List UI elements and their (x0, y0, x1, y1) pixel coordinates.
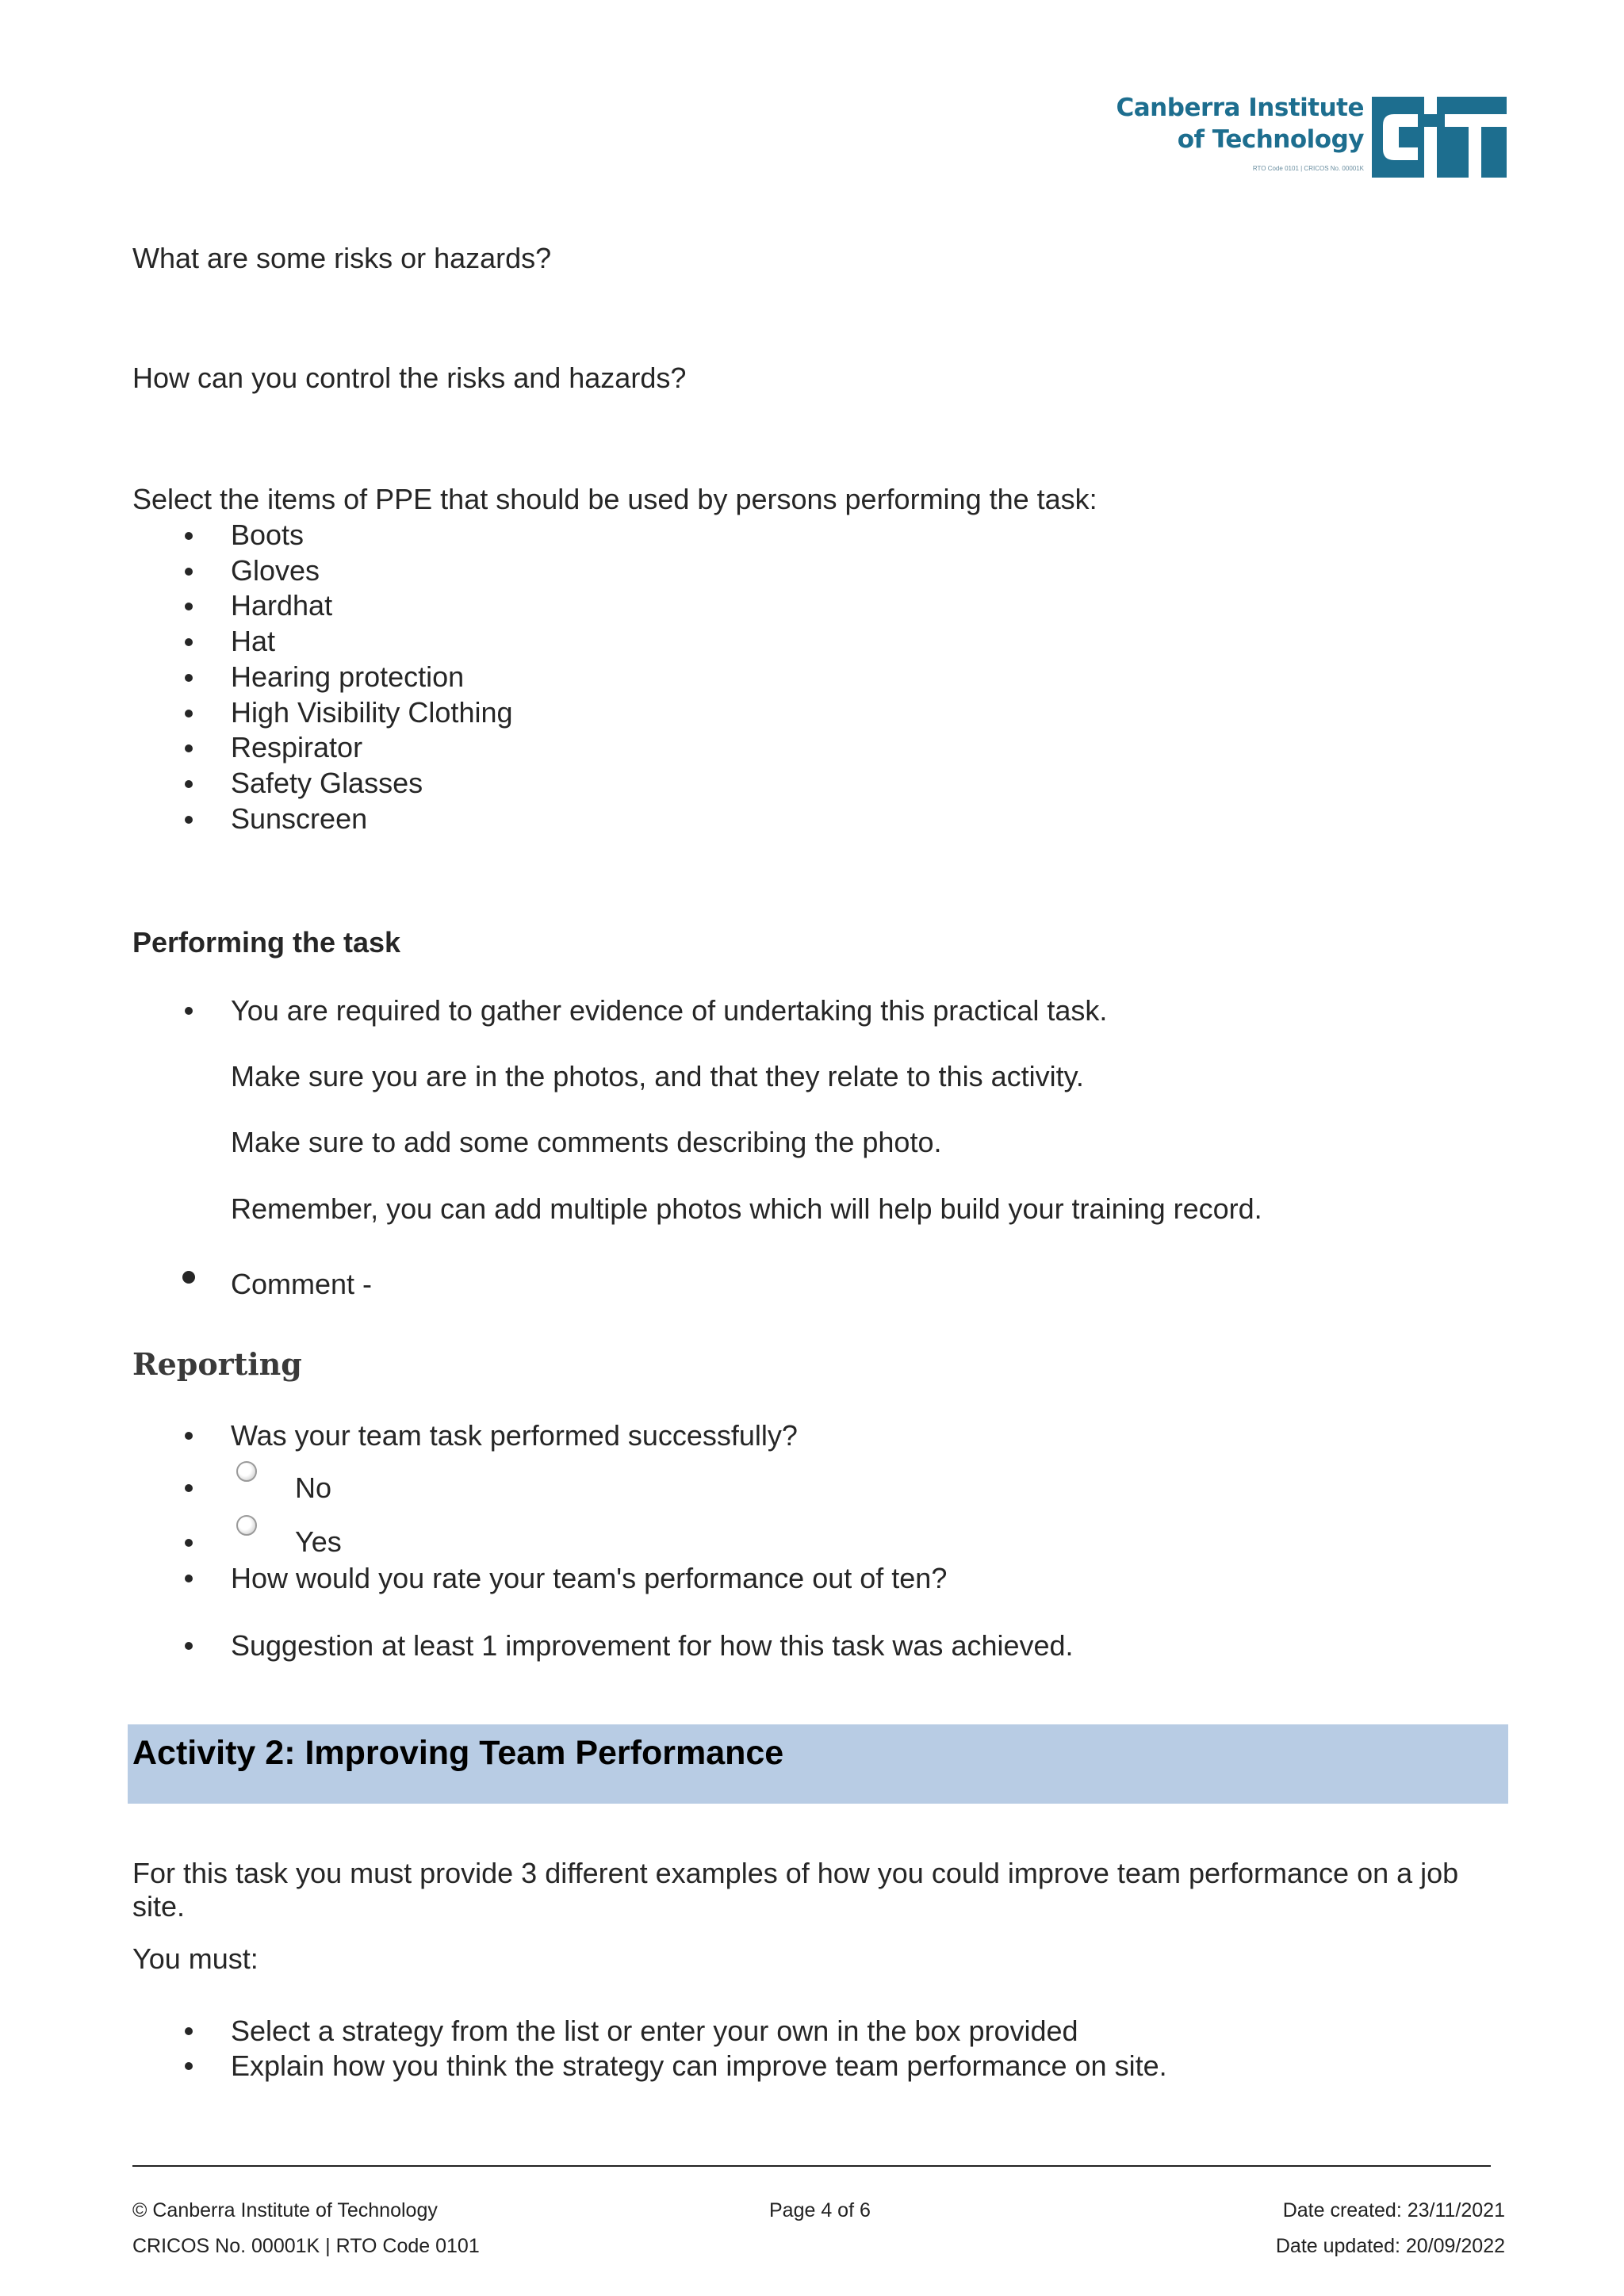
bullet-icon (185, 780, 193, 788)
list-item (132, 588, 513, 624)
bullet-icon (185, 2027, 193, 2035)
cit-logo (1118, 94, 1507, 182)
footer-cricos: CRICOS No. 00001K | RTO Code 0101 (132, 2235, 480, 2257)
performing-bullet: You are required to gather evidence of undertaking this practical task. (231, 994, 1108, 1027)
ppe-item: Sunscreen (231, 802, 368, 835)
list-item (132, 660, 513, 695)
bullet-icon (185, 744, 193, 752)
bullet-icon (182, 1271, 195, 1284)
ppe-item: Respirator (231, 731, 363, 764)
bullet-icon (185, 674, 193, 682)
list-item (132, 518, 513, 553)
ppe-item: Gloves (231, 553, 320, 587)
control-question: How can you control the risks and hazards? (132, 362, 687, 394)
ppe-item: Hat (231, 625, 276, 658)
reporting-question-improvement: Suggestion at least 1 improvement for how this task was achieved. (231, 1629, 1074, 1662)
bullet-icon (185, 1432, 193, 1440)
list-item (132, 624, 513, 660)
ppe-item: Safety Glasses (231, 766, 423, 799)
radio-yes-label: Yes (295, 1525, 342, 1558)
list-item (132, 695, 513, 731)
performing-para-1: Make sure you are in the photos, and that they relate to this activity. (231, 1060, 1084, 1093)
bullet-icon (185, 603, 193, 610)
bullet-icon (185, 710, 193, 718)
performing-para-3: Remember, you can add multiple photos which will help build your training record. (231, 1192, 1262, 1225)
bullet-icon (185, 532, 193, 540)
activity-2-intro-line2: site. (132, 1890, 186, 1923)
bullet-icon (185, 1007, 193, 1015)
activity-2-intro-line1: For this task you must provide 3 different examples of how you could improve team performance on a job (132, 1857, 1459, 1889)
ppe-item: Hearing protection (231, 660, 465, 693)
ppe-item: Hardhat (231, 589, 333, 622)
footer-date-updated: Date updated: 20/09/2022 (1275, 2235, 1505, 2257)
radio-no-label: No (295, 1471, 332, 1504)
bullet-icon (185, 816, 193, 824)
footer-date-created: Date created: 23/11/2021 (1282, 2199, 1505, 2221)
list-item (132, 553, 513, 589)
bullet-icon (185, 1539, 193, 1547)
list-item (132, 730, 513, 766)
ppe-prompt: Select the items of PPE that should be used by persons performing the task: (132, 483, 1097, 515)
you-must-label: You must: (132, 1942, 259, 1975)
reporting-question-rating: How would you rate your team's performance out of ten? (231, 1562, 948, 1594)
cit-logo-mark-icon (1372, 97, 1507, 178)
footer-page-number: Page 4 of 6 (769, 2199, 871, 2221)
activity-2-banner (128, 1724, 1508, 1804)
ppe-item: Boots (231, 519, 304, 551)
bullet-icon (185, 638, 193, 646)
logo-small-text: RTO Code 0101 | CRICOS No. 00001K (1252, 165, 1364, 172)
bullet-icon (185, 568, 193, 576)
logo-text-line2: of Technology (1177, 125, 1364, 154)
footer-copyright: © Canberra Institute of Technology (132, 2199, 438, 2221)
bullet-icon (185, 2062, 193, 2070)
radio-no[interactable] (236, 1461, 257, 1482)
list-item (132, 766, 513, 802)
reporting-heading: Reporting (132, 1346, 302, 1382)
activity-2-bullet-1: Select a strategy from the list or enter your own in the box provided (231, 2015, 1078, 2047)
bullet-icon (185, 1575, 193, 1582)
bullet-icon (185, 1642, 193, 1650)
radio-yes[interactable] (236, 1515, 257, 1536)
reporting-question-success: Was your team task performed successfully? (231, 1419, 798, 1452)
list-item (132, 802, 513, 837)
bullet-icon (185, 1484, 193, 1492)
ppe-list (132, 518, 513, 836)
comment-label: Comment - (231, 1268, 373, 1300)
activity-2-bullet-2: Explain how you think the strategy can improve team performance on site. (231, 2049, 1167, 2082)
performing-heading: Performing the task (132, 926, 401, 959)
logo-text-line1: Canberra Institute (1116, 94, 1364, 122)
footer-divider (132, 2165, 1491, 2167)
activity-2-title: Activity 2: Improving Team Performance (132, 1734, 784, 1772)
performing-para-2: Make sure to add some comments describing the photo. (231, 1126, 942, 1158)
risks-question: What are some risks or hazards? (132, 242, 552, 274)
ppe-item: High Visibility Clothing (231, 695, 513, 729)
